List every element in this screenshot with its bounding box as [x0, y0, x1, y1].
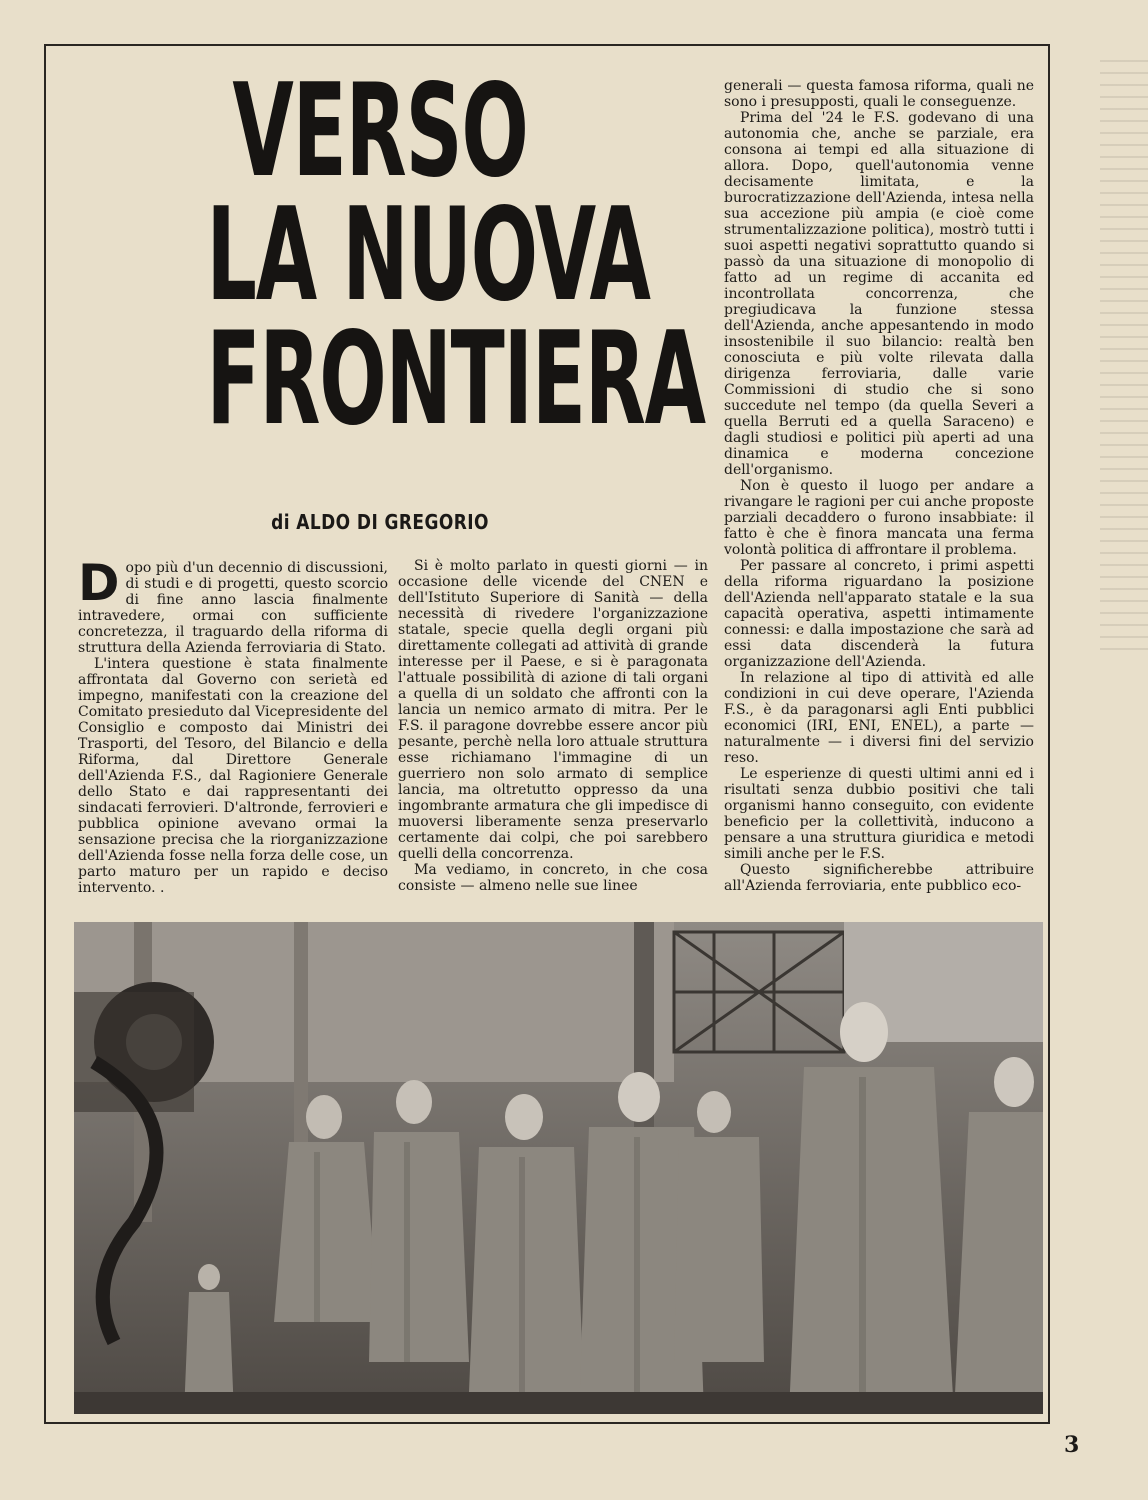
page-number: 3 — [1064, 1432, 1080, 1458]
photo-illustration — [74, 922, 1043, 1414]
paragraph: Questo significherebbe attribuire all'Azienda ferroviaria, ente pubblico eco- — [724, 862, 1034, 894]
paragraph: Si è molto parlato in questi giorni — in occasione delle vicende del CNEN e dell'Istituto Superiore di Sanità — della necessità di rivedere l'organizzazione statale, specie quella degli organi più direttamente collegati ad attività di grande interesse per il Paese, e si è paragonata l'attuale possibilità di azione di tali organi a quella di un soldato che affronti con la lancia un nemico armato di mitra. Per le F.S. il paragone dovrebbe essere ancor più pesante, perchè nella loro attuale struttura esse richiamano l'immagine di un guerriero non solo armato di semplice lancia, ma oltretutto oppresso da una ingombrante armatura che gli impedisce di muoversi liberamente senza preservarlo certamente dai colpi, che poi sarebbero quelli della concorrenza. — [398, 558, 708, 862]
paragraph: Ma vediamo, in concreto, in che cosa consiste — almeno nelle sue linee — [398, 862, 708, 894]
headline-line-2: LA NUOVA — [206, 181, 650, 330]
paragraph: Per passare al concreto, i primi aspetti della riforma riguardano la posizione dell'Azienda nell'apparato statale e la sua capacità operativa, aspetti intimamente connessi: e dalla impostazione che sarà ad essi data discenderà la futura organizzazione dell'Azienda. — [724, 558, 1034, 670]
headline — [100, 57, 705, 454]
paragraph: In relazione al tipo di attività ed alle condizioni in cui deve operare, l'Azienda F.S., è da paragonarsi agli Enti pubblici economici (IRI, ENI, ENEL), a parte — naturalmente — i diversi fini del servizio reso. — [724, 670, 1034, 766]
paragraph-text: opo più d'un decennio di discussioni, di studi e di progetti, questo scorcio di fine anno lascia finalmente intravedere, ormai con sufficiente concretezza, il traguardo della riforma di struttura della Azienda ferroviaria di Stato. — [78, 560, 388, 656]
paragraph: generali — questa famosa riforma, quali ne sono i presupposti, quali le conseguenze. — [724, 78, 1034, 110]
railway-workers-photo — [74, 922, 1043, 1414]
drop-cap: D — [78, 554, 120, 612]
paragraph: Le esperienze di questi ultimi anni ed i risultati senza dubbio positivi che tali organismi hanno conseguito, con evidente beneficio per la collettività, inducono a pensare a una struttura giuridica e metodi simili anche per le F.S. — [724, 766, 1034, 862]
byline: di ALDO DI GREGORIO — [271, 510, 489, 534]
article-column-1 — [78, 554, 388, 896]
paragraph: L'intera questione è stata finalmente affrontata dal Governo con serietà ed impegno, manifestati con la creazione del Comitato presieduto dal Vicepresidente del Consiglio e composto dai Ministri dei Trasporti, del Tesoro, del Bilancio e della Riforma, dal Direttore Generale dell'Azienda F.S., dal Ragioniere Generale dello Stato e dai rappresentanti dei sindacati ferrovieri. D'altronde, ferrovieri e pubblica opinione avevano ormai la sensazione precisa che la riorganizzazione dell'Azienda fosse nella forza delle cose, un parto maturo per un rapido e deciso intervento. . — [78, 656, 388, 896]
headline-line-3: FRONTIERA — [206, 305, 705, 454]
facing-page-bleed — [1100, 60, 1148, 660]
paragraph: Prima del '24 le F.S. godevano di una autonomia che, anche se parziale, era consona ai tempi ed alla situazione di allora. Dopo, quell'autonomia venne decisamente limitata, e la burocratizzazione dell'Azienda, intesa nella sua accezione più ampia (e cioè come strumentalizzazione politica), mostrò tutti i suoi aspetti negativi soprattutto quando si passò da una situazione di monopolio di fatto ad un regime di accanita ed incontrollata concorrenza, che pregiudicava la funzione stessa dell'Azienda, anche appesantendo in modo insostenibile il suo bilancio: realtà ben conosciuta e più volte rilevata dalla dirigenza ferroviaria, dalle varie Commissioni di studio che si sono succedute nel tempo (da quella Severi a quella Berruti ed a quella Saraceno) e dagli studiosi e politici più aperti ad una dinamica e moderna concezione dell'organismo. — [724, 110, 1034, 478]
article-column-2 — [398, 558, 708, 894]
headline-line-1: VERSO — [232, 57, 528, 206]
paragraph: Non è questo il luogo per andare a rivangare le ragioni per cui anche proposte parziali decaddero o furono insabbiate: il fatto è che è finora mancata una ferma volontà politica di affrontare il problema. — [724, 478, 1034, 558]
article-column-3 — [724, 78, 1034, 894]
paragraph — [78, 554, 388, 656]
